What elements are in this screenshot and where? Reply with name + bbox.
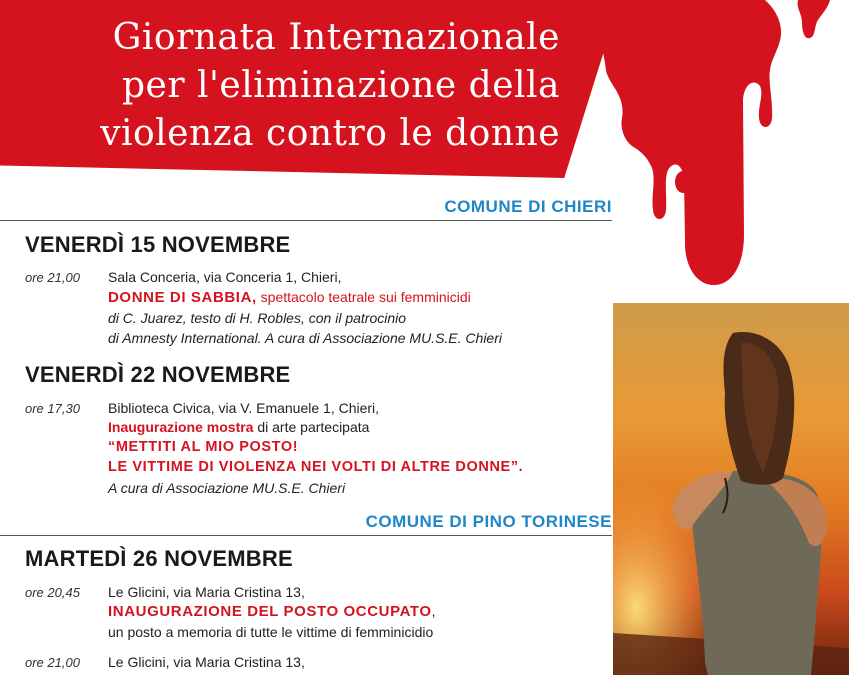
event-detail: di Amnesty International. A cura di Associazione MU.S.E. Chieri [108,330,502,346]
event-time: ore 17,30 [25,401,80,416]
event-time: ore 20,45 [25,585,80,600]
event-place: Sala Conceria, via Conceria 1, Chieri, [108,269,342,285]
event-title: “METTITI AL MIO POSTO! [108,439,299,455]
event-detail: un posto a memoria di tutte le vittime di femminicidio [108,624,434,640]
blood-drip-graphic [560,0,849,300]
section-heading-pino-torinese: COMUNE DI PINO TORINESE [365,512,612,531]
event-title-rest: , [431,603,436,619]
event-place: Biblioteca Civica, via V. Emanuele 1, Chieri, [108,400,380,416]
title-line-1: Giornata Internazionale [112,17,560,58]
event-lead-rest: di arte partecipata [253,419,370,435]
title-line-3: violenza contro le donne [100,113,560,154]
event-time: ore 21,00 [25,270,80,285]
day-heading-15-novembre: VENERDÌ 15 NOVEMBRE [25,232,291,257]
section-divider [0,220,612,221]
event-place: Le Glicini, via Maria Cristina 13, [108,654,305,670]
event-title: LE VITTIME DI VIOLENZA NEI VOLTI DI ALTRE DONNE”. [108,459,524,475]
event-title-line [108,603,436,620]
event-lead: Inaugurazione mostra [108,419,254,435]
event-title-line [108,289,471,306]
page-title [0,14,560,158]
event-detail: di C. Juarez, testo di H. Robles, con il patrocinio [108,310,407,326]
woman-sunset-photo [613,303,849,675]
event-place: Le Glicini, via Maria Cristina 13, [108,584,305,600]
section-heading-chieri: COMUNE DI CHIERI [444,197,612,216]
event-detail: A cura di Associazione MU.S.E. Chieri [108,480,346,496]
event-title: DONNE DI SABBIA, [108,289,257,306]
event-time: ore 21,00 [25,655,80,670]
event-title: INAUGURAZIONE DEL POSTO OCCUPATO [108,603,432,620]
event-lead-line [108,419,369,435]
blood-droplet [675,171,691,193]
day-heading-22-novembre: VENERDÌ 22 NOVEMBRE [25,362,291,387]
event-subtitle: spettacolo teatrale sui femminicidi [256,289,471,305]
title-line-2: per l'eliminazione della [122,65,560,106]
day-heading-26-novembre: MARTEDÌ 26 NOVEMBRE [25,546,293,571]
section-divider [0,535,612,536]
